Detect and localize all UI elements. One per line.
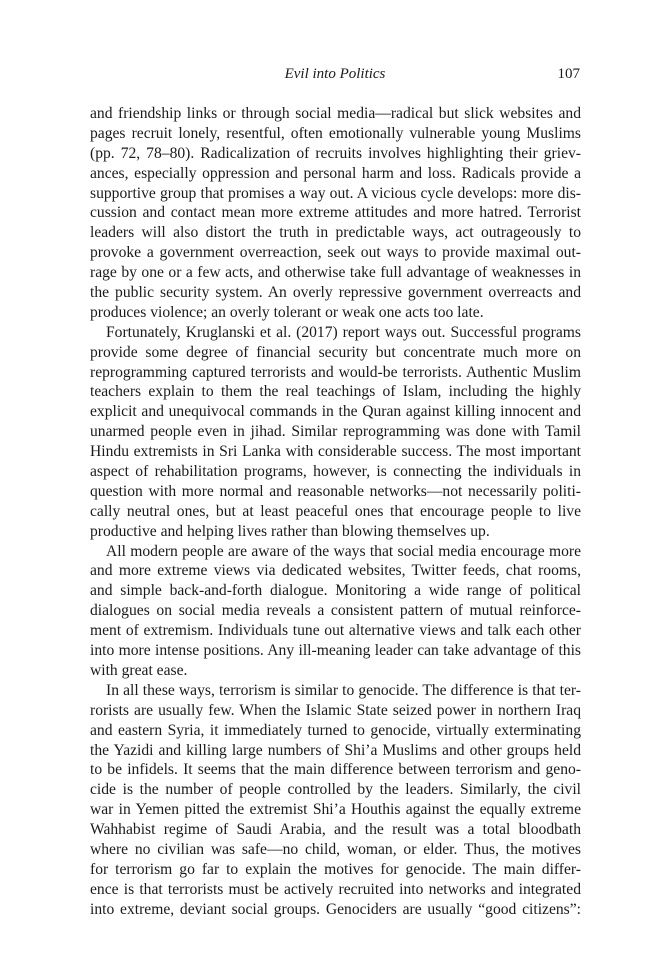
text-line: to be infidels. It seems that the main difference between terrorism and geno- [90, 761, 581, 779]
text-line: (pp. 72, 78–80). Radicalization of recruits involves highlighting their griev- [90, 144, 581, 162]
paragraph [90, 542, 581, 681]
text-line: All modern people are aware of the ways that social media encourage more [106, 542, 581, 560]
text-line: explicit and unequivocal commands in the Quran against killing innocent and [90, 403, 581, 421]
text-line: the public security system. An overly repressive government overreacts and [90, 284, 581, 302]
body-text [90, 104, 581, 920]
text-line: provoke a government overreaction, seek out ways to provide maximal out- [90, 244, 581, 262]
text-line: supportive group that promises a way out. A vicious cycle develops: more dis- [90, 184, 581, 202]
text-line: Wahhabist regime of Saudi Arabia, and the result was a total bloodbath [90, 821, 581, 839]
text-line: produces violence; an overly tolerant or weak one acts too late. [90, 303, 484, 321]
text-line: and simple back-and-forth dialogue. Monitoring a wide range of political [90, 582, 581, 600]
text-line: rage by one or a few acts, and otherwise take full advantage of weaknesses in [90, 264, 581, 282]
text-line: and friendship links or through social media—radical but slick websites and [90, 105, 581, 122]
text-line: reprogramming captured terrorists and would-be terrorists. Authentic Muslim [90, 363, 581, 381]
text-line: question with more normal and reasonable networks—not necessarily politi- [90, 482, 581, 500]
text-line: the Yazidi and killing large numbers of Shi’a Muslims and other groups held [90, 741, 581, 759]
text-line: productive and helping lives rather than blowing themselves up. [90, 522, 490, 540]
text-line: dialogues on social media reveals a consistent pattern of mutual reinforce- [90, 602, 581, 620]
text-line: leaders will also distort the truth in predictable ways, act outrageously to [90, 224, 581, 242]
text-line: provide some degree of financial security but concentrate much more on [90, 343, 581, 361]
text-line: ence is that terrorists must be actively recruited into networks and integrated [90, 880, 581, 898]
text-line: Fortunately, Kruglanski et al. (2017) report ways out. Successful programs [106, 323, 581, 341]
text-line: In all these ways, terrorism is similar to genocide. The difference is that ter- [106, 681, 581, 699]
text-line: with great ease. [90, 661, 188, 679]
running-head [90, 66, 580, 88]
text-line: Hindu extremists in Sri Lanka with considerable success. The most important [90, 443, 581, 461]
text-line: unarmed people even in jihad. Similar reprogramming was done with Tamil [90, 423, 581, 441]
paragraph [90, 323, 581, 542]
text-line: war in Yemen pitted the extremist Shi’a Houthis against the equally extreme [90, 801, 581, 819]
text-line: cide is the number of people controlled by the leaders. Similarly, the civil [90, 781, 581, 799]
page-number: 107 [557, 66, 580, 82]
text-line: for terrorism go far to explain the motives for genocide. The main differ- [90, 860, 581, 878]
paragraph [90, 104, 581, 323]
text-line: teachers explain to them the real teachings of Islam, including the highly [90, 383, 581, 401]
paragraph [90, 681, 581, 920]
text-line: cussion and contact mean more extreme attitudes and more hatred. Terrorist [90, 204, 581, 222]
text-line: and eastern Syria, it immediately turned to genocide, virtually exterminating [90, 721, 581, 739]
running-title: Evil into Politics [284, 66, 386, 82]
text-line: and more extreme views via dedicated websites, Twitter feeds, chat rooms, [90, 562, 581, 580]
text-line: aspect of rehabilitation programs, however, is connecting the individuals in [90, 463, 581, 481]
text-line: into extreme, deviant social groups. Genociders are usually “good citizens”: [90, 900, 581, 918]
text-line: where no civilian was safe—no child, woman, or elder. Thus, the motives [90, 840, 581, 858]
text-line: ment of extremism. Individuals tune out alternative views and talk each other [90, 622, 581, 640]
text-line: into more intense positions. Any ill-meaning leader can take advantage of this [90, 642, 581, 660]
text-line: rorists are usually few. When the Islamic State seized power in northern Iraq [90, 701, 581, 719]
text-line: pages recruit lonely, resentful, often emotionally vulnerable young Muslims [90, 124, 581, 142]
text-line: ances, especially oppression and personal harm and loss. Radicals provide a [90, 164, 581, 182]
text-line: cally neutral ones, but at least peaceful ones that encourage people to live [90, 502, 581, 520]
